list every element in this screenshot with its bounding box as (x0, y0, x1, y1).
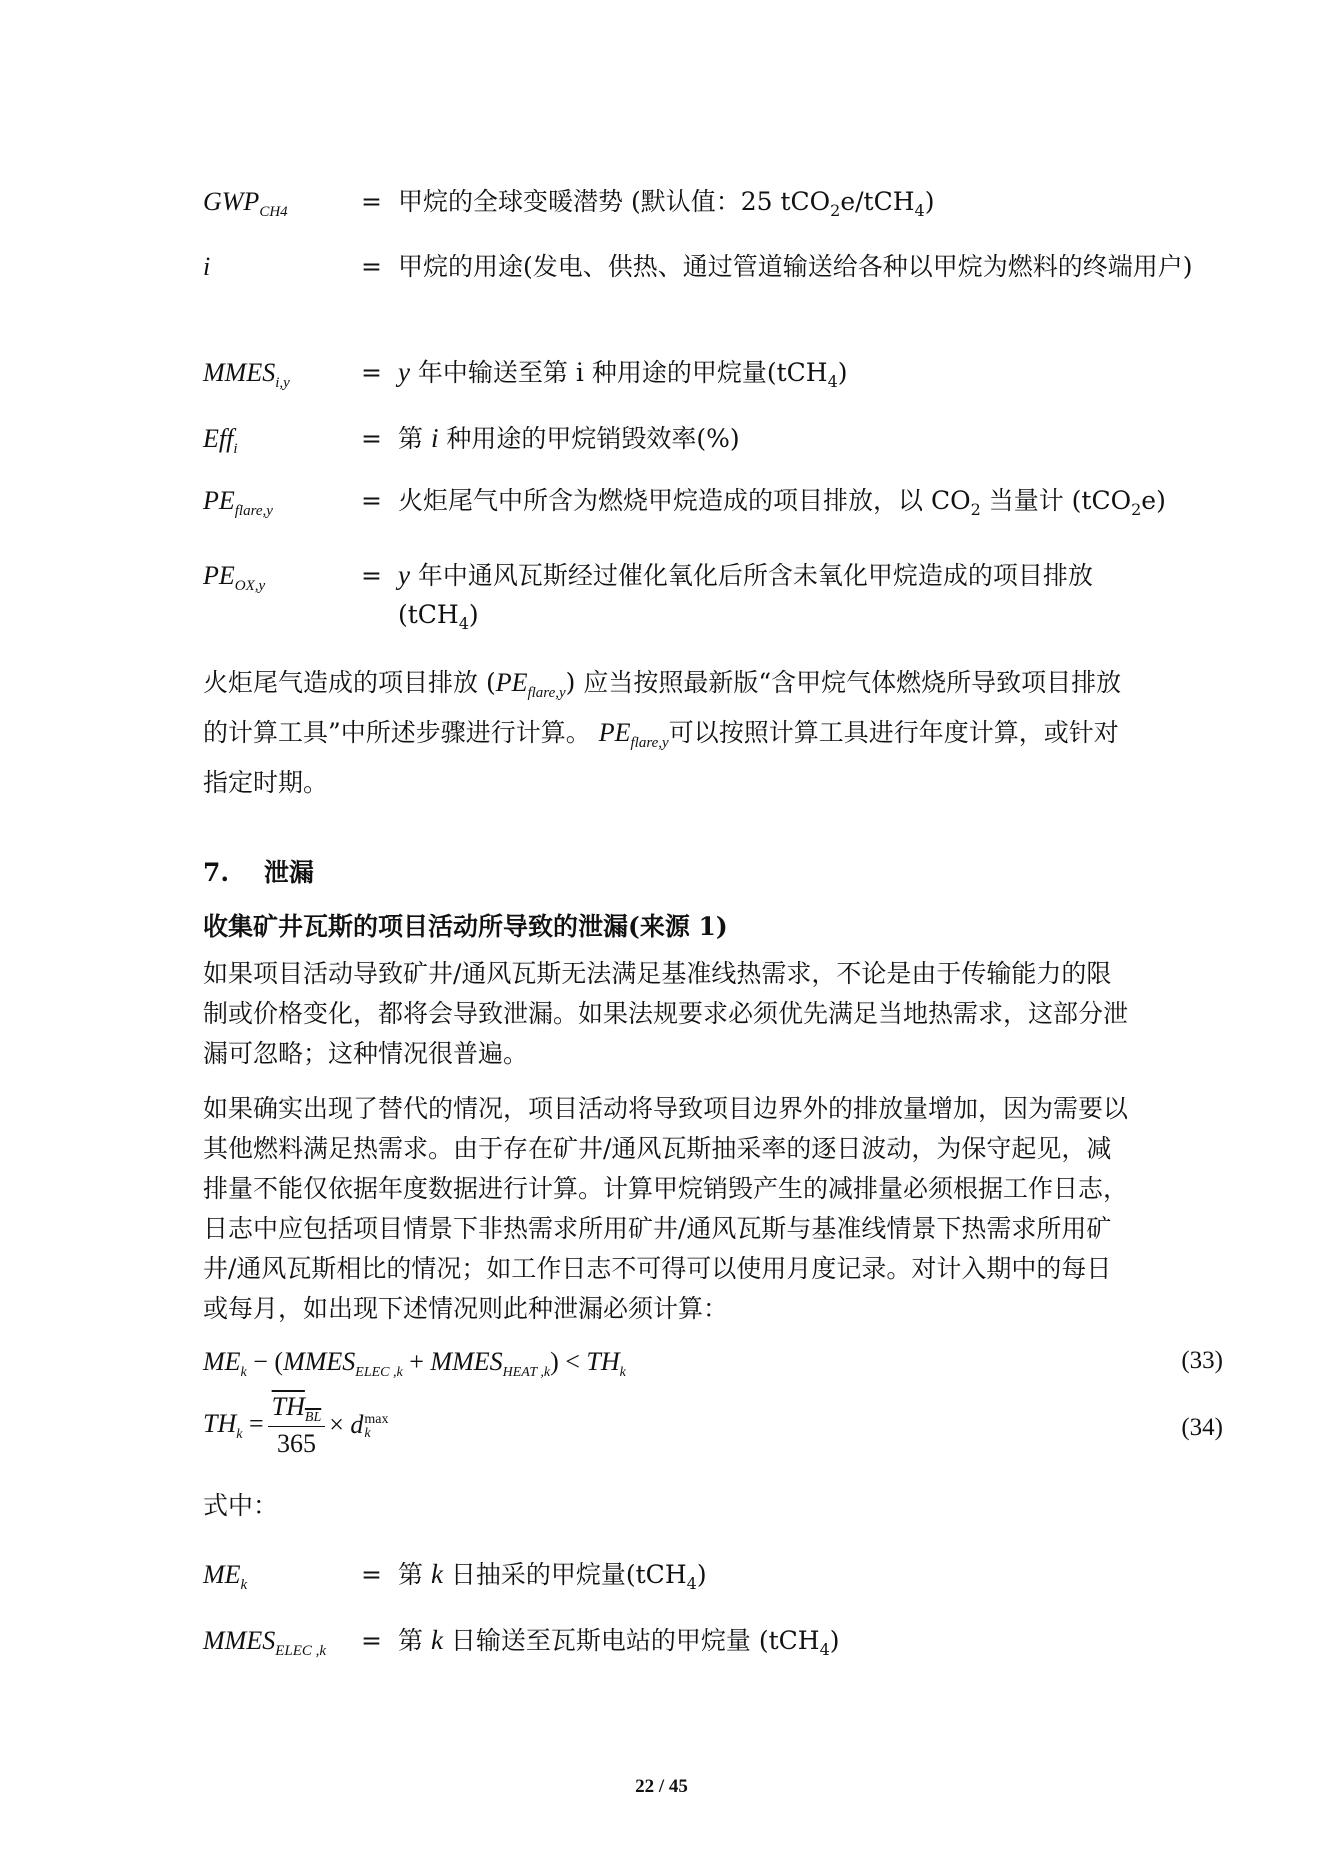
definition-text: 第 k 日输送至瓦斯电站的甲烷量 (tCH$_4$) (398, 1625, 840, 1659)
equation-number: (34) (1181, 1414, 1223, 1441)
fraction: $\frac{TH_{BL}}{365}$ (268, 1392, 326, 1459)
definition-symbol: Eff$_i$ (203, 424, 238, 458)
definition-symbol: $GWP_{CH4}$ (203, 187, 288, 221)
definition-symbol: $PE_{OX,y}$ (203, 561, 266, 595)
equals-sign: = (361, 486, 382, 515)
equals-sign: = (361, 358, 382, 387)
equals-sign: = (361, 1560, 382, 1589)
equals-sign: = (361, 424, 382, 453)
definition-text: 第 i 种用途的甲烷销毁效率(%) (398, 423, 740, 453)
definition-symbol: $PE_{flare,y}$ (203, 486, 273, 520)
definition-text: y 年中通风瓦斯经过催化氧化后所含未氧化甲烷造成的项目排放 (tCH$_4$) (398, 560, 1093, 633)
definition-symbol: i (203, 252, 211, 281)
sub-heading: 收集矿井瓦斯的项目活动所导致的泄漏(来源 1) (203, 912, 728, 941)
definition-text: y 年中输送至第 i 种用途的甲烷量(tCH$_4$) (398, 357, 848, 391)
definition-text: 火炬尾气中所含为燃烧甲烷造成的项目排放，以 $CO_2$ 当量计 (tCO$_2$e) (398, 486, 1166, 519)
equals-sign: = (361, 252, 382, 281)
definition-text: 甲烷的全球变暖潜势 (默认值：25 tCO$_2$e/tCH$_4$) (398, 187, 935, 220)
equation-body: $TH_k$ = $\frac{TH_{BL}}{365}$ × d max k (203, 1392, 389, 1459)
equals-sign: = (361, 561, 382, 590)
paragraph-1: 如果项目活动导致矿井/通风瓦斯无法满足基准线热需求，不论是由于传输能力的限制或价格变化，都将会导致泄漏。如果法规要求必须优先满足当地热需求，这部分泄漏可忽略；这种情况很普遍。 (203, 959, 1129, 1068)
section-heading: 7. 泄漏 (203, 858, 314, 887)
equals-sign: = (361, 187, 382, 216)
definition-symbol: $MMES_{ELEC ,k}$ (203, 1626, 327, 1660)
equals-sign: = (361, 1626, 382, 1655)
definition-symbol: $MMES_{i,y}$ (203, 358, 290, 392)
page-number: 22 / 45 (635, 1776, 688, 1797)
equation-34 (203, 1392, 1223, 1466)
definition-text: 第 k 日抽采的甲烷量(tCH$_4$) (398, 1559, 707, 1593)
equation-body: $ME_k$ − ($MMES_{ELEC ,k}$ + $MMES_{HEAT ,k}) < TH_k$ (203, 1347, 626, 1381)
definition-text: 甲烷的用途(发电、供热、通过管道输送给各种以甲烷为燃料的终端用户) (398, 252, 1193, 281)
equation-number: (33) (1181, 1347, 1223, 1374)
flare-paragraph: 火炬尾气造成的项目排放 $(PE_{flare,y})$ 应当按照最新版“含甲烷气体燃烧所导致项目排放的计算工具”中所述步骤进行计算。 $PE_{flare,y}$可以按照计算工具进行年度计算，或针对指定时期。 (203, 668, 1122, 798)
paragraph-2: 如果确实出现了替代的情况，项目活动将导致项目边界外的排放量增加，因为需要以其他燃料满足热需求。由于存在矿井/通风瓦斯抽采率的逐日波动，为保守起见，减排量不能仅依据年度数据进行计算。计算甲烷销毁产生的减排量必须根据工作日志，日志中应包括项目情景下非热需求所用矿井/通风瓦斯与基准线情景下热需求所用矿井/通风瓦斯相比的情况；如工作日志不可得可以使用月度记录。对计入期中的每日或每月，如出现下述情况则此种泄漏必须计算： (203, 1094, 1129, 1323)
definition-symbol: $ME_k$ (203, 1560, 248, 1594)
where-label: 式中： (203, 1491, 279, 1520)
equation-33 (203, 1347, 1223, 1397)
